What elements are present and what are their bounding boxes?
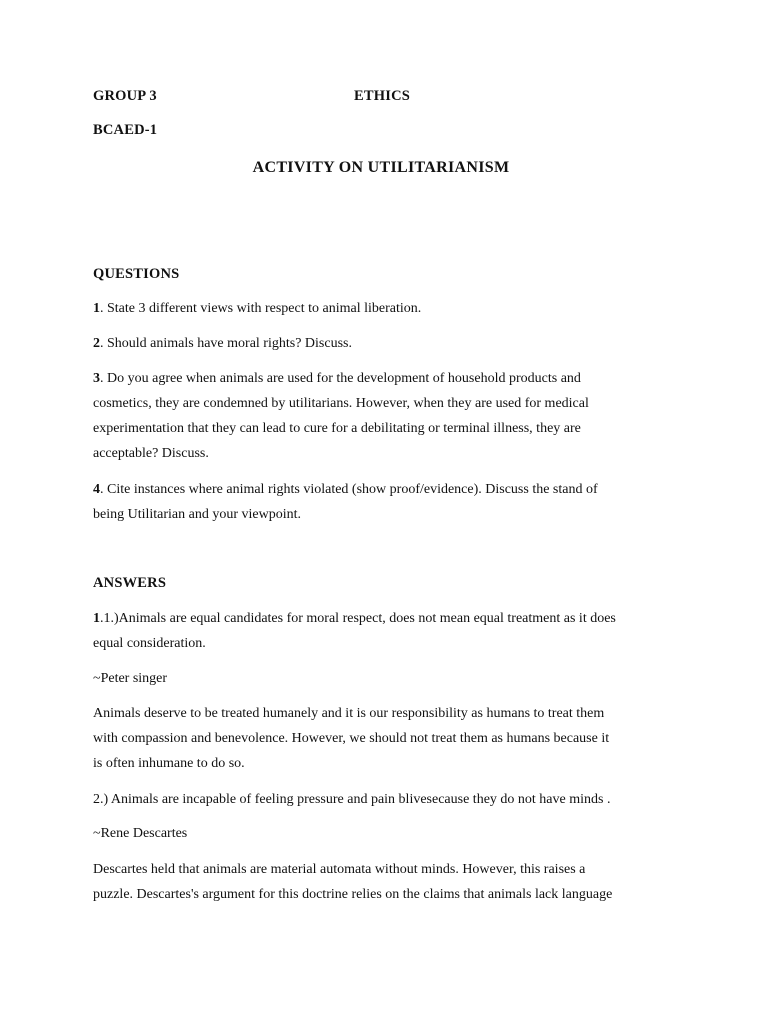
answer-1-commentary-line-1: Animals deserve to be treated humanely and it is our responsibility as humans to treat them xyxy=(93,706,605,721)
section-label: BCAED-1 xyxy=(93,122,158,138)
answers-heading: ANSWERS xyxy=(93,575,167,591)
answer-1-line-2: equal consideration. xyxy=(93,636,206,651)
question-4 xyxy=(93,482,598,498)
questions-heading: QUESTIONS xyxy=(93,266,180,282)
answer-1 xyxy=(93,611,616,627)
answer-1-commentary-line-3: is often inhumane to do so. xyxy=(93,756,245,771)
answer-number: 1 xyxy=(93,611,100,626)
question-4-line-2: being Utilitarian and your viewpoint. xyxy=(93,507,302,522)
group-label: GROUP 3 xyxy=(93,88,157,104)
question-number: 3 xyxy=(93,371,100,386)
question-number: 4 xyxy=(93,482,100,497)
question-1 xyxy=(93,301,421,317)
answer-2: 2.) Animals are incapable of feeling pressure and pain blivesecause they do not have minds . xyxy=(93,792,611,807)
answer-2-commentary-line-1: Descartes held that animals are material automata without minds. However, this raises a xyxy=(93,862,586,877)
document-title: ACTIVITY ON UTILITARIANISM xyxy=(252,159,510,176)
question-3-line-4: acceptable? Discuss. xyxy=(93,446,209,461)
question-text: . Cite instances where animal rights violated (show proof/evidence). Discuss the stand of xyxy=(100,482,598,497)
question-3 xyxy=(93,371,581,387)
answer-1-attribution: ~Peter singer xyxy=(93,671,168,686)
question-text: . Should animals have moral rights? Discuss. xyxy=(100,336,352,351)
question-number: 1 xyxy=(93,301,100,316)
question-text: . Do you agree when animals are used for the development of household products and xyxy=(100,371,581,386)
question-text: . State 3 different views with respect to animal liberation. xyxy=(100,301,422,316)
question-2 xyxy=(93,336,352,352)
subject-label: ETHICS xyxy=(354,88,410,104)
question-number: 2 xyxy=(93,336,100,351)
answer-text: .1.)Animals are equal candidates for moral respect, does not mean equal treatment as it does xyxy=(100,611,616,626)
question-3-line-2: cosmetics, they are condemned by utilitarians. However, when they are used for medical xyxy=(93,396,589,411)
answer-2-attribution: ~Rene Descartes xyxy=(93,826,188,841)
question-3-line-3: experimentation that they can lead to cure for a debilitating or terminal illness, they are xyxy=(93,421,581,436)
answer-1-commentary-line-2: with compassion and benevolence. However, we should not treat them as humans because it xyxy=(93,731,610,746)
answer-2-commentary-line-2: puzzle. Descartes's argument for this doctrine relies on the claims that animals lack language xyxy=(93,887,613,902)
